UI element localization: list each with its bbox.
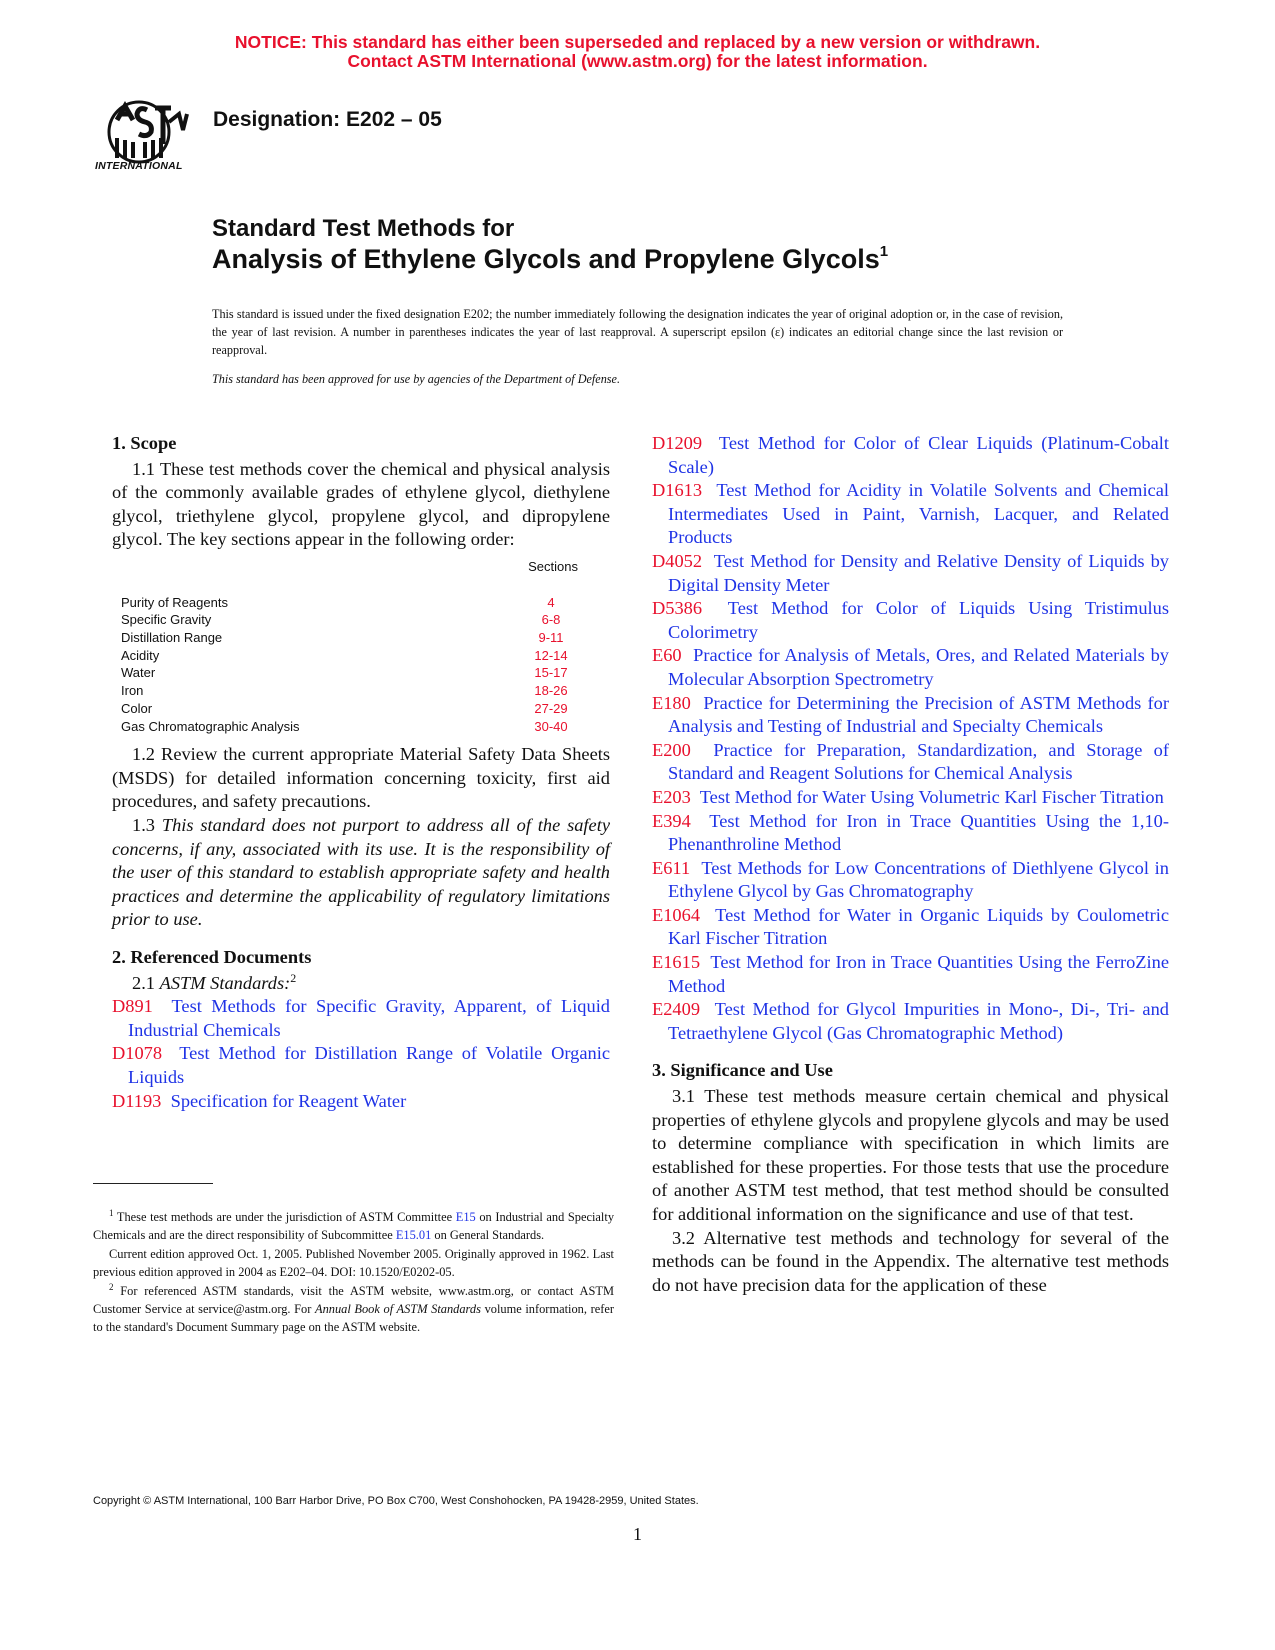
footnote-divider [93,1183,213,1184]
footnote-text: For referenced ASTM standards, visit the ASTM website, www.astm.org, or contact ASTM Customer Service at service@astm.org. For [93,1283,614,1317]
table-row [121,594,581,612]
section-link[interactable]: 4 [547,594,555,610]
notice-line-1: NOTICE: This standard has either been superseded and replaced by a new version or withdrawn. [234,32,1041,52]
ref-code-link[interactable]: E203 [652,786,691,807]
paragraph-1-2: 1.2 Review the current appropriate Material Safety Data Sheets (MSDS) for detailed information concerning toxicity, first aid procedures, and safety precautions. [112,744,610,812]
sections-table [121,558,581,735]
ref-code-link[interactable]: E200 [652,739,691,760]
logo-wordmark: INTERNATIONAL [95,160,183,172]
list-item[interactable] [652,951,1169,998]
footnote-1 [93,1208,614,1245]
section-link[interactable]: 27-29 [534,700,568,716]
ref-title-link[interactable]: Practice for Determining the Precision of ASTM Methods for Analysis and Testing of Industrial and Specialty Chemicals [668,692,1169,737]
section-link[interactable]: 6-8 [541,612,561,628]
subheading-title: ASTM Standards: [159,972,291,993]
dod-note: This standard has been approved for use by agencies of the Department of Defense. [212,372,620,386]
table-row [121,682,581,700]
section-name: Gas Chromatographic Analysis [121,718,300,734]
sections-header: Sections [528,558,578,574]
ref-title-link[interactable]: Test Method for Iron in Trace Quantities Using the 1,10-Phenanthroline Method [668,810,1169,855]
ref-title-link[interactable]: Test Method for Glycol Impurities in Mono-, Di-, Tri- and Tetraethylene Glycol (Gas Chromatographic Method) [668,999,1169,1043]
section-link[interactable]: 9-11 [538,630,564,646]
astm-standards-subheading [112,972,610,996]
paragraph-3-1: 3.1 These test methods measure certain chemical and physical properties of ethylene glycols and propylene glycols and may be used to determine compliance with specification in which limits are established for these properties. For those tests that use the procedure of another ASTM test method, that test method should be consulted for additional information on the significance and use of that test. [652,1086,1169,1224]
paragraph-1-3 [112,814,610,932]
ref-title-link[interactable]: Test Method for Acidity in Volatile Solvents and Chemical Intermediates Used in Paint, Varnish, Lacquer, and Related Products [668,480,1169,548]
notice-line-2: Contact ASTM International (www.astm.org) for the latest information. [347,51,928,71]
section-name: Specific Gravity [121,612,212,628]
table-row [121,629,581,647]
right-column [652,432,1169,1297]
list-item[interactable] [112,1090,610,1114]
list-item[interactable] [652,904,1169,951]
ref-title-link[interactable]: Test Method for Distillation Range of Volatile Organic Liquids [128,1043,610,1088]
list-item[interactable] [112,1042,610,1089]
ref-title-link[interactable]: Specification for Reagent Water [170,1090,407,1111]
footnote-text: These test methods are under the jurisdiction of ASTM Committee [116,1210,453,1224]
list-item[interactable] [652,597,1169,644]
footnote-text: on Industrial and Specialty Chemicals and are the direct responsibility of Subcommittee [93,1210,615,1243]
ref-title-link[interactable]: Test Method for Density and Relative Density of Liquids by Digital Density Meter [668,550,1169,595]
title-line-2 [212,244,888,274]
ref-title-link[interactable]: Test Methods for Specific Gravity, Apparent, of Liquid Industrial Chemicals [128,996,610,1040]
section-name: Distillation Range [121,630,223,646]
issue-note: This standard is issued under the fixed designation E202; the number immediately following the designation indicates the year of original adoption or, in the case of revision, the year of last revision. A number in parentheses indicates the year of last reapproval. A superscript epsilon (ε) indicates an editorial change since the last revision or reapproval. [212,307,1063,357]
ref-title-link[interactable]: Test Method for Color of Clear Liquids (Platinum-Cobalt Scale) [668,433,1169,477]
list-item[interactable] [652,479,1169,550]
withdrawn-notice [0,33,1275,71]
safety-caveat: This standard does not purport to address all of the safety concerns, if any, associated with its use. It is the responsibility of the user of this standard to establish appropriate safety and health practices and determine the applicability of regulatory limitations prior to use. [112,815,610,930]
committee-link[interactable]: E15 [455,1210,476,1224]
list-item[interactable] [652,550,1169,597]
document-title [212,214,888,274]
list-item[interactable] [112,995,610,1042]
list-item[interactable] [652,857,1169,904]
footnote-1-edition: Current edition approved Oct. 1, 2005. Published November 2005. Originally approved in 1962. Last previous edition approved in 2004 as E202–04. DOI: 10.1520/E0202-05. [93,1246,614,1280]
footnote-book-title: Annual Book of ASTM Standards [315,1302,481,1317]
footnote-text: volume information, refer to the standard's Document Summary page on the ASTM website. [93,1302,614,1335]
list-item[interactable] [652,810,1169,857]
title-footnote-ref: 1 [879,243,889,260]
section-name: Purity of Reagents [121,594,228,610]
ref-title-link[interactable]: Practice for Preparation, Standardization, and Storage of Standard and Reagent Solutions for Chemical Analysis [668,739,1169,784]
ref-code-link[interactable]: E60 [652,645,682,666]
ref-code-link[interactable]: E394 [652,810,691,831]
ref-title-link[interactable]: Test Methods for Low Concentrations of Diethlyene Glycol in Ethylene Glycol by Gas Chromatography [668,857,1169,902]
footnote-marker: 1 [109,1207,114,1218]
copyright: Copyright © ASTM International, 100 Barr Harbor Drive, PO Box C700, West Conshohocken, PA 19428-2959, United States. [93,1495,699,1507]
list-item[interactable] [652,739,1169,786]
footnotes [93,1208,614,1337]
list-item[interactable] [652,432,1169,479]
ref-code-link[interactable]: D4052 [652,550,703,571]
section-link[interactable]: 18-26 [534,683,568,699]
list-item[interactable] [652,786,1169,810]
footnote-marker: 2 [109,1281,114,1292]
paragraph-3-2: 3.2 Alternative test methods and technology for several of the methods can be found in the Appendix. The alternative test methods do not have precision data for the application of these [652,1227,1169,1295]
section-link[interactable]: 12-14 [534,647,568,663]
table-row [121,647,581,665]
table-row [121,611,581,629]
astm-logo [95,100,195,182]
ref-title-link[interactable]: Test Method for Water in Organic Liquids by Coulometric Karl Fischer Titration [668,904,1169,949]
section-2-heading: 2. Referenced Documents [112,947,312,968]
ref-code-link[interactable]: E180 [652,692,691,713]
table-row [121,664,581,682]
section-name: Water [121,665,156,681]
designation: Designation: E202 – 05 [213,108,442,131]
page-number: 1 [633,1524,642,1544]
ref-title-link[interactable]: Test Method for Iron in Trace Quantities Using the FerroZine Method [668,952,1169,996]
section-link[interactable]: 15-17 [534,665,568,681]
section-name: Iron [121,683,144,699]
list-item[interactable] [652,644,1169,691]
footnote-ref: 2 [290,970,297,985]
section-link[interactable]: 30-40 [534,718,568,734]
ref-code-link[interactable]: E1615 [652,952,701,973]
section-name: Acidity [121,647,160,663]
subcommittee-link[interactable]: E15.01 [395,1228,432,1243]
ref-title-link[interactable]: Test Method for Color of Liquids Using Tristimulus Colorimetry [668,598,1169,642]
ref-code-link[interactable]: E611 [652,857,691,878]
ref-code-link[interactable]: D1209 [652,433,703,453]
section-1-heading: 1. Scope [112,433,177,453]
table-row [121,718,581,736]
footnote-text: on General Standards. [434,1228,545,1243]
section-name: Color [121,700,153,716]
paragraph-1-1: 1.1 These test methods cover the chemical and physical analysis of the commonly available grades of ethylene glycol, diethylene glycol, triethylene glycol, propylene glycol, and dipropylene glycol. The key sections appear in the following order: [112,458,610,550]
footnote-2 [93,1282,614,1337]
section-3-heading: 3. Significance and Use [652,1060,833,1081]
ref-code-link[interactable]: D1193 [112,1090,162,1111]
left-column [112,432,610,1113]
list-item[interactable] [652,998,1169,1045]
title-text: Analysis of Ethylene Glycols and Propylene Glycols [212,244,880,274]
table-row [121,700,581,718]
ref-code-link[interactable]: D891 [112,996,153,1017]
ref-title-link[interactable]: Practice for Analysis of Metals, Ores, and Related Materials by Molecular Absorption Spectrometry [668,645,1169,689]
ref-code-link[interactable]: D1078 [112,1043,163,1064]
ref-code-link[interactable]: E1064 [652,904,701,925]
ref-code-link[interactable]: D1613 [652,480,703,501]
ref-code-link[interactable]: E2409 [652,999,701,1020]
ref-code-link[interactable]: D5386 [652,598,703,619]
paragraph-number: 2.1 [132,972,155,993]
title-line-1: Standard Test Methods for [212,215,515,242]
list-item[interactable] [652,692,1169,739]
ref-title-link[interactable]: Test Method for Water Using Volumetric Karl Fischer Titration [699,786,1164,807]
paragraph-number: 1.3 [132,815,155,836]
